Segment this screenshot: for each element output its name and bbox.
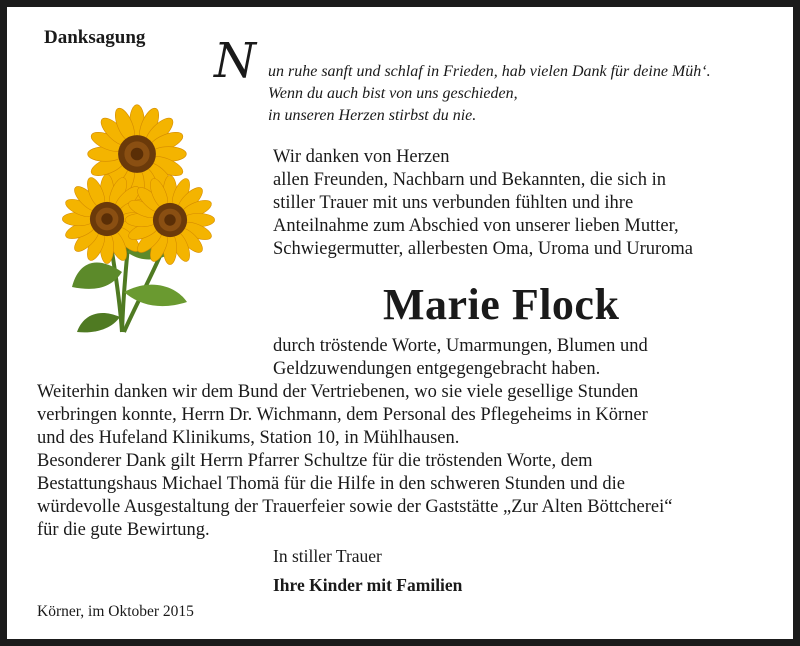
poem-line-3: in unseren Herzen stirbst du nie. (268, 107, 477, 124)
further-thanks-line: verbringen konnte, Herrn Dr. Wichmann, dem Personal des Pflegeheims in Körner (37, 405, 648, 425)
further-thanks-line: Besonderer Dank gilt Herrn Pfarrer Schultze für die tröstenden Worte, dem (37, 451, 593, 471)
thanks-line: durch tröstende Worte, Umarmungen, Blumen und (273, 336, 648, 356)
closing-line: In stiller Trauer (273, 546, 382, 566)
further-thanks-line: Bestattungshaus Michael Thomä für die Hilfe in den schweren Stunden und die (37, 474, 625, 494)
thanks-line: Geldzuwendungen entgegengebracht haben. (273, 359, 601, 379)
poem-line-1: un ruhe sanft und schlaf in Frieden, hab vielen Dank für deine Müh‘. (268, 63, 711, 80)
sunflower-icon (52, 92, 232, 337)
heading: Danksagung (44, 27, 146, 48)
further-thanks-line: für die gute Bewirtung. (37, 520, 210, 540)
poem-initial: N (214, 33, 256, 89)
thanks-line: stiller Trauer mit uns verbunden fühlten und ihre (273, 193, 634, 213)
further-thanks-line: und des Hufeland Klinikums, Station 10, in Mühlhausen. (37, 428, 460, 448)
signature-line: Ihre Kinder mit Familien (273, 575, 463, 595)
further-thanks-line: Weiterhin danken wir dem Bund der Vertriebenen, wo sie viele gesellige Stunden (37, 382, 639, 402)
thanks-line: allen Freunden, Nachbarn und Bekannten, die sich in (273, 170, 667, 190)
thanks-line: Schwiegermutter, allerbesten Oma, Uroma und Ururoma (273, 239, 693, 259)
further-thanks-line: würdevolle Ausgestaltung der Trauerfeier sowie der Gaststätte „Zur Alten Böttcherei“ (37, 497, 673, 517)
poem-line-2: Wenn du auch bist von uns geschieden, (268, 85, 518, 102)
thanks-line: Wir danken von Herzen (273, 147, 450, 167)
deceased-name: Marie Flock (383, 280, 620, 329)
place-date: Körner, im Oktober 2015 (37, 603, 194, 620)
thanks-line: Anteilnahme zum Abschied von unserer lieben Mutter, (273, 216, 679, 236)
